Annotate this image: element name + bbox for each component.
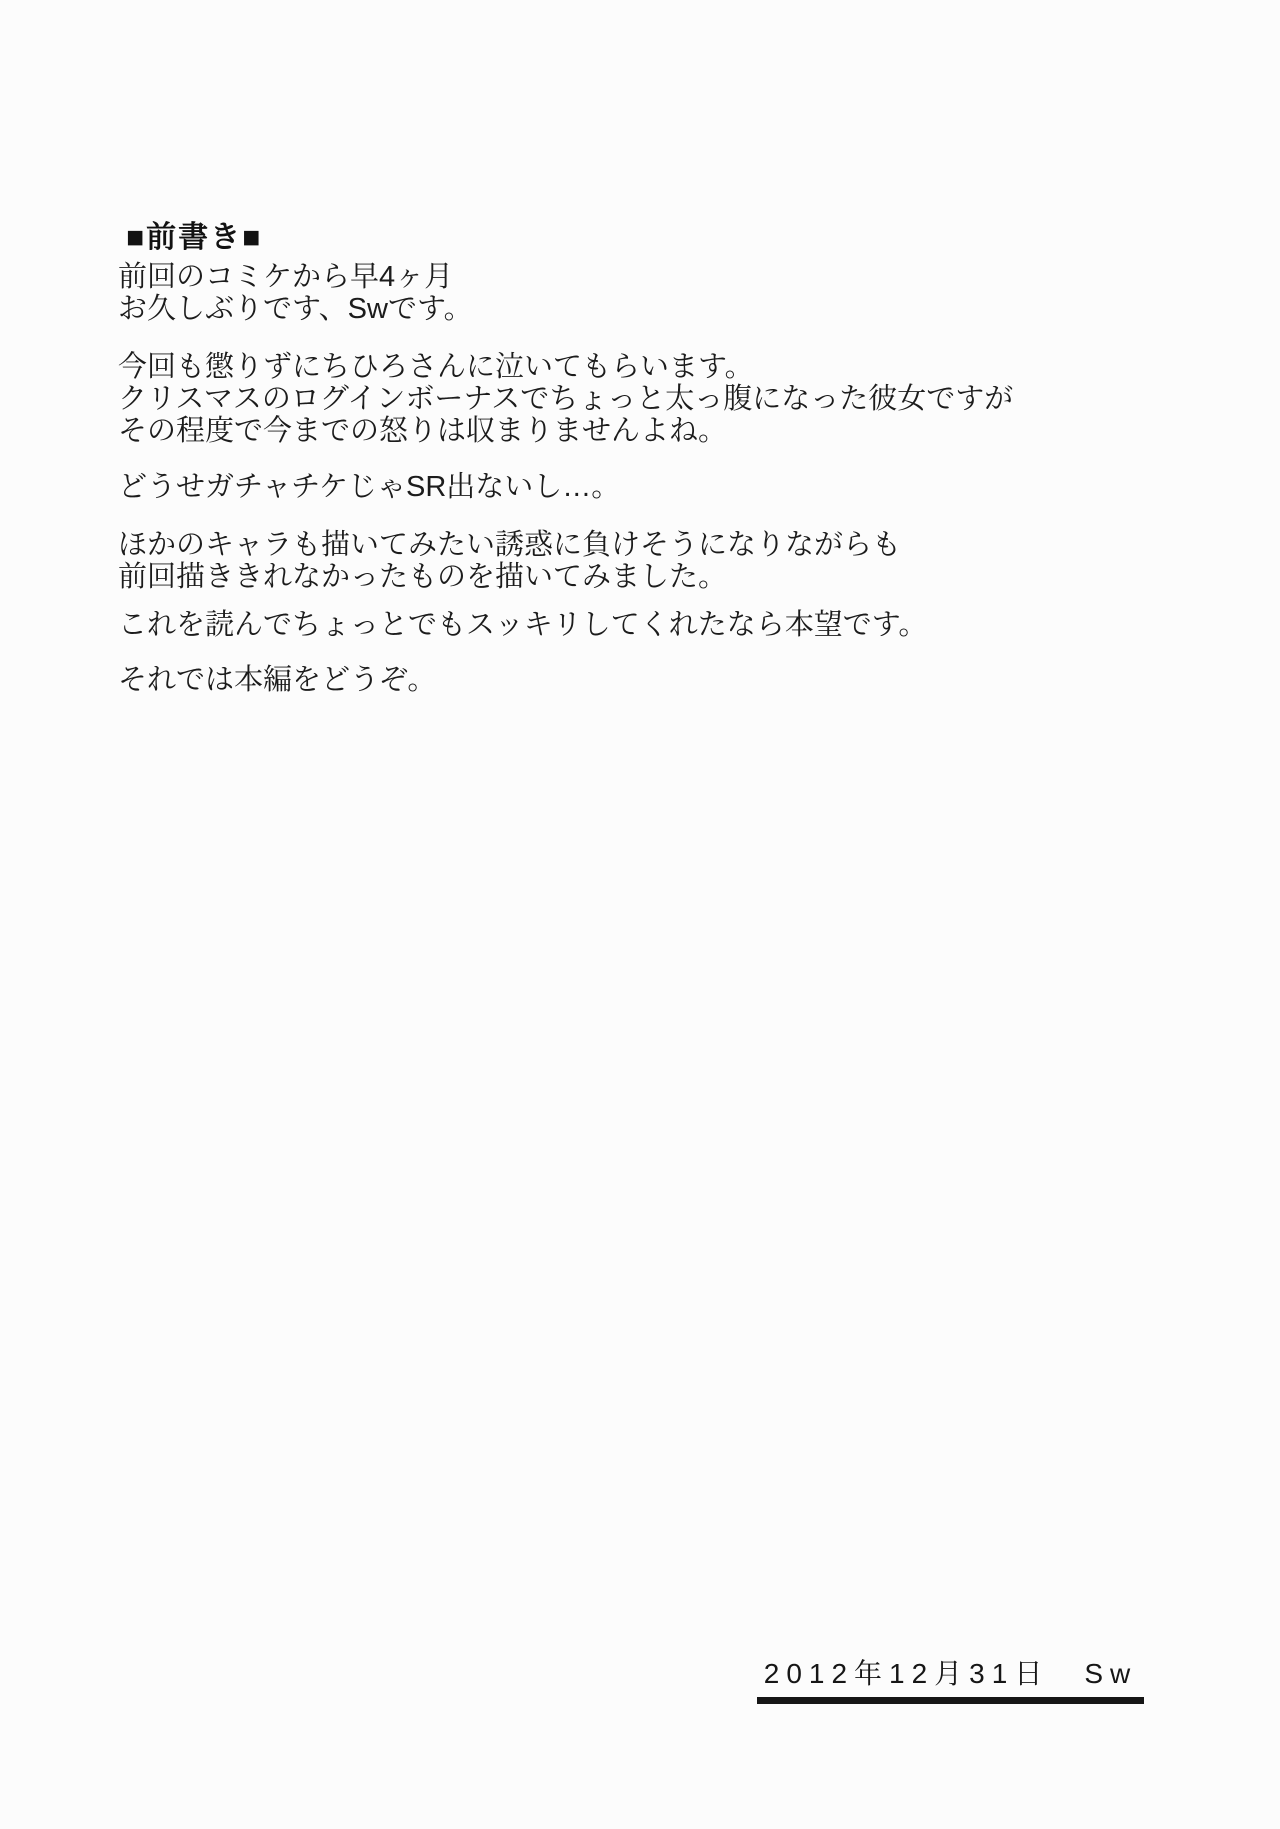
text-line: 前回描ききれなかったものを描いてみました。 bbox=[118, 561, 728, 593]
text-line: どうせガチャチケじゃSR出ないし…。 bbox=[118, 471, 621, 503]
text-line: お久しぶりです、Swです。 bbox=[118, 293, 473, 325]
paragraph-greeting bbox=[118, 261, 473, 325]
text-line: その程度で今までの怒りは収まりませんよね。 bbox=[118, 415, 728, 447]
date-signature-text: 2012年12月31日 Sw bbox=[763, 1658, 1138, 1689]
text-line: これを読んでちょっとでもスッキリしてくれたなら本望です。 bbox=[118, 609, 928, 641]
text-line: クリスマスのログインボーナスでちょっと太っ腹になった彼女ですが bbox=[118, 383, 1014, 415]
text-line: それでは本編をどうぞ。 bbox=[118, 664, 437, 696]
paragraph-gacha bbox=[118, 471, 620, 503]
text-line: 前回のコミケから早4ヶ月 bbox=[118, 261, 454, 293]
paragraph-hope bbox=[118, 609, 927, 641]
text-line: ほかのキャラも描いてみたい誘惑に負けそうになりながらも bbox=[118, 529, 902, 561]
paragraph-characters bbox=[118, 529, 901, 593]
divider-line bbox=[757, 1697, 1144, 1704]
text-line: 今回も懲りずにちひろさんに泣いてもらいます。 bbox=[118, 351, 754, 383]
paragraph-closing bbox=[118, 664, 436, 696]
date-signature-block bbox=[757, 1652, 1144, 1704]
foreword-heading: ■前書き■ bbox=[126, 221, 263, 254]
paragraph-theme bbox=[118, 351, 1013, 447]
